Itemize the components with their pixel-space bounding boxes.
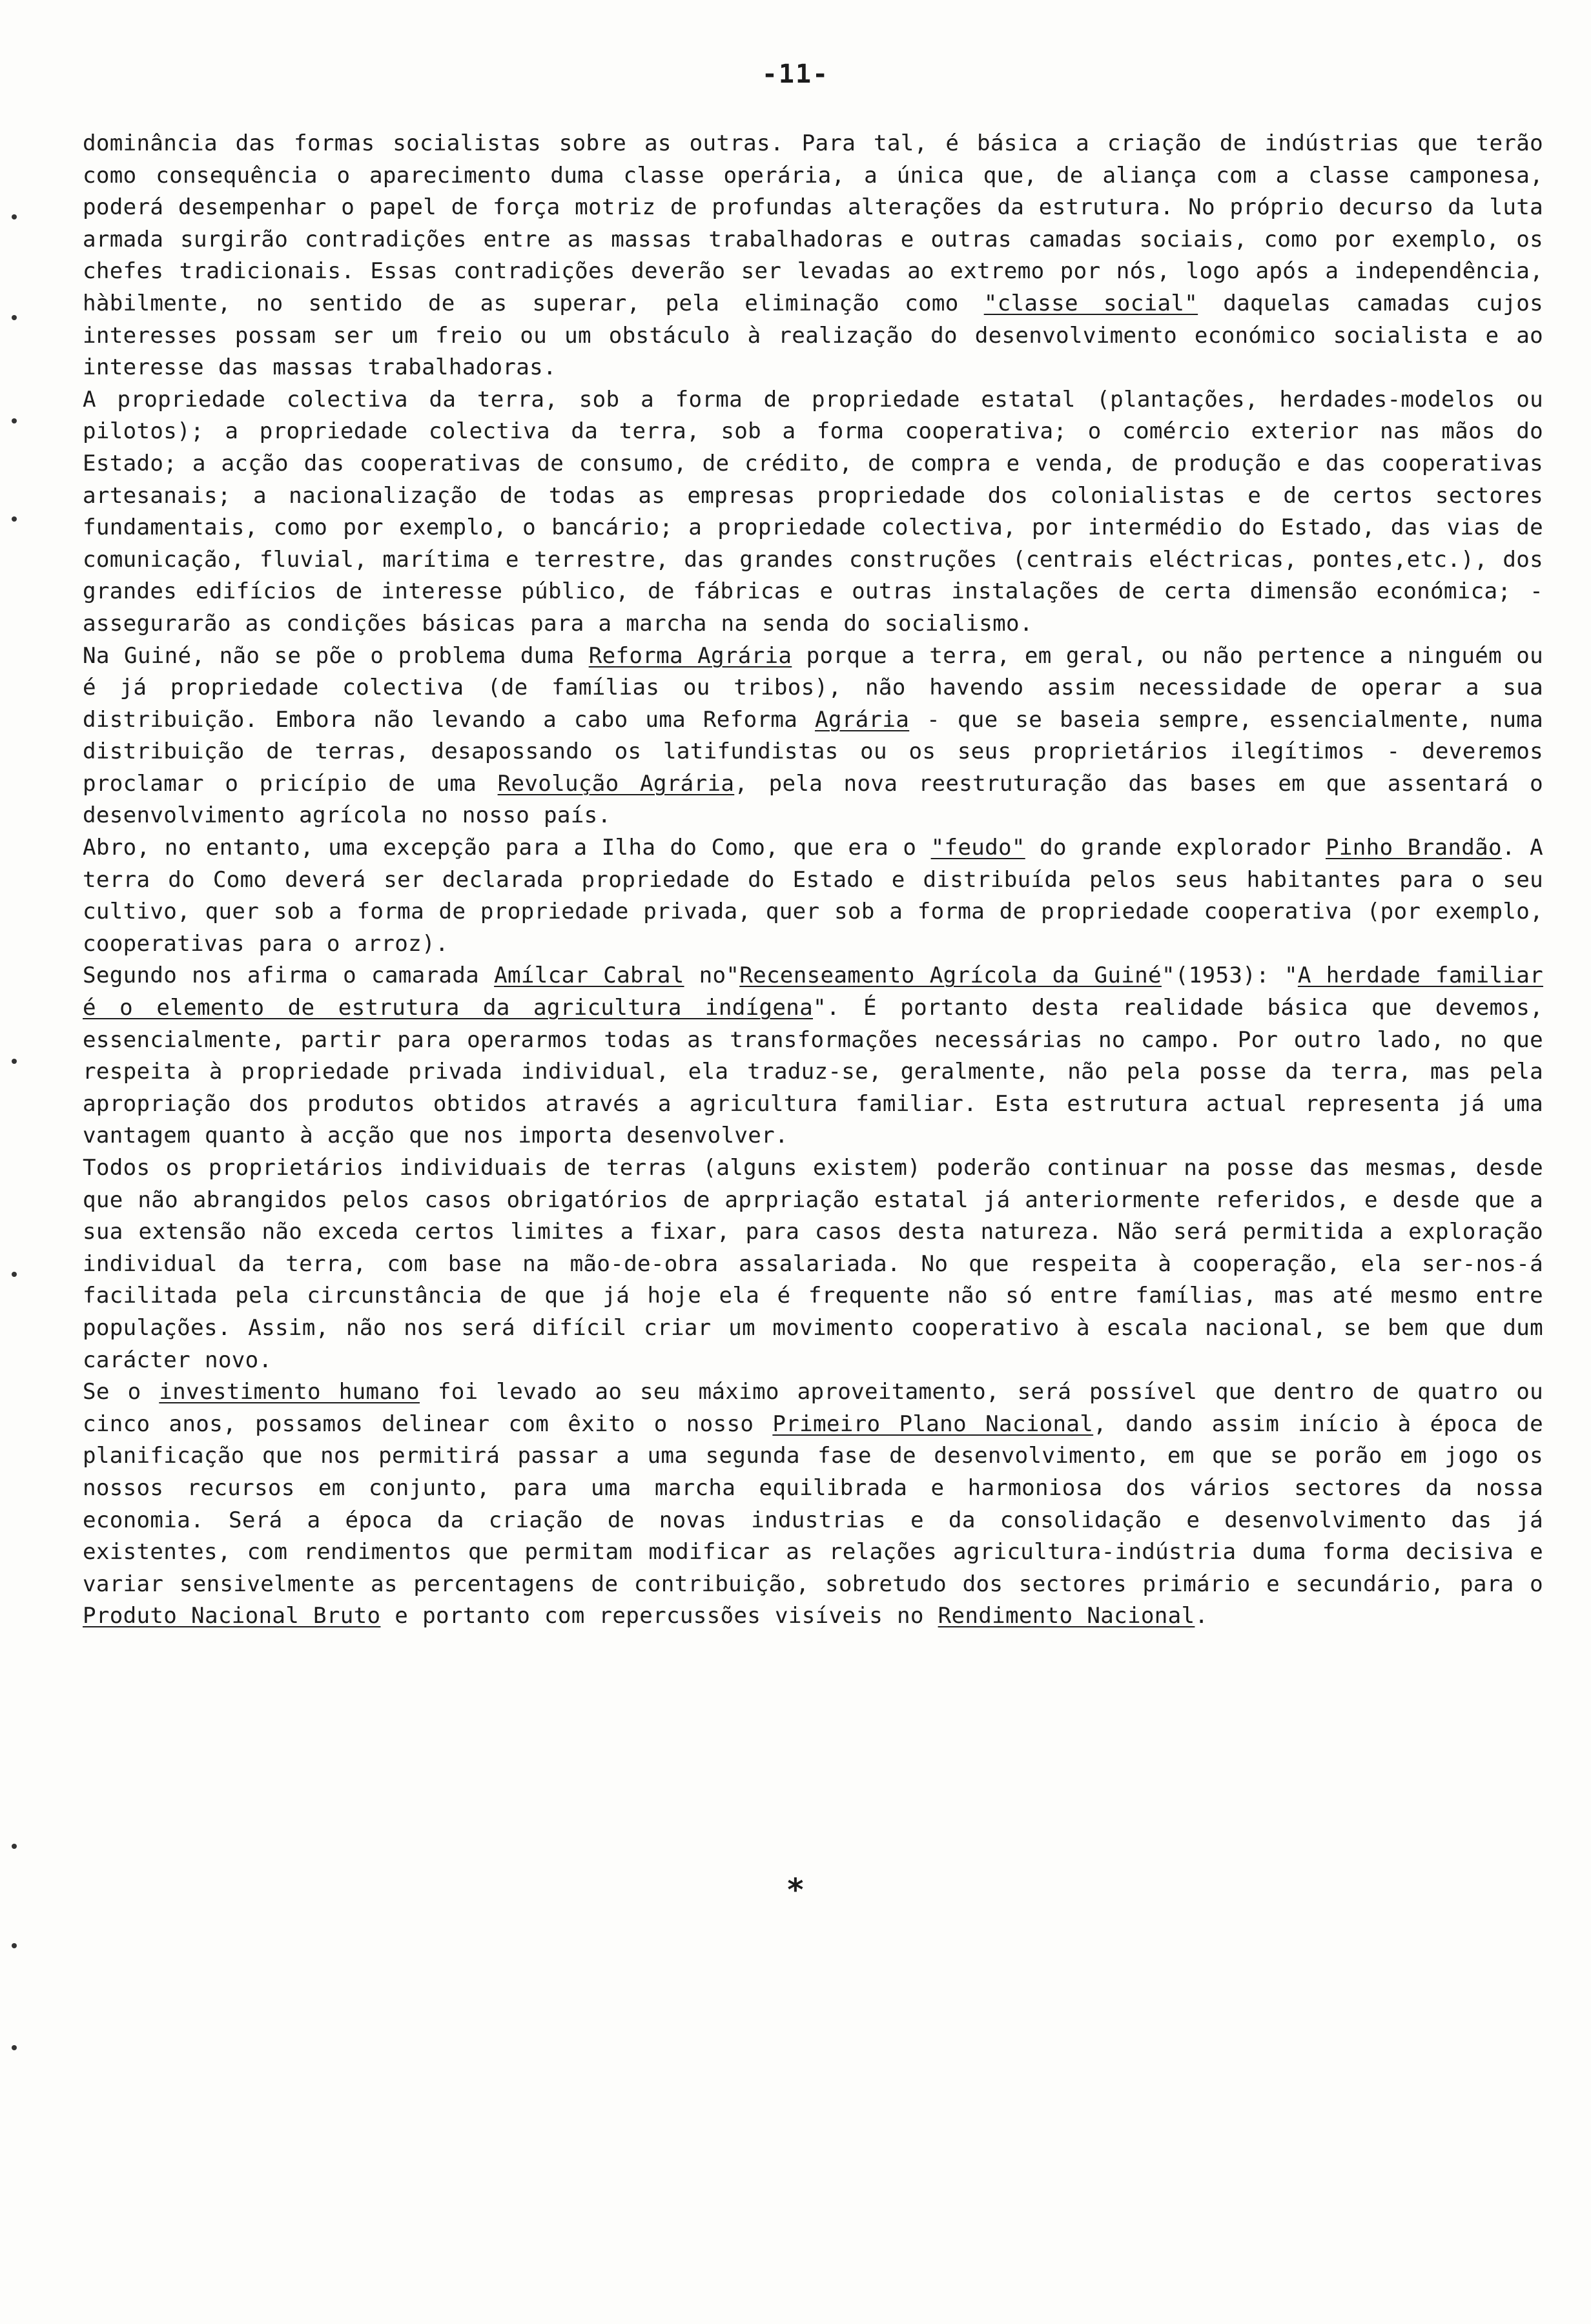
text-run: e portanto com repercussões visíveis no	[380, 1603, 938, 1629]
paragraph	[83, 1376, 1543, 1633]
page-number: -11-	[761, 59, 830, 89]
underlined-term: "feudo"	[930, 835, 1025, 861]
paragraph	[83, 640, 1543, 833]
punch-hole-mark	[12, 315, 17, 320]
punch-hole-mark	[12, 214, 17, 219]
underlined-term: Revolução Agrária	[497, 770, 735, 797]
text-run: , dando assim início à época de planificação que nos permitirá passar a uma segunda fase de desenvolvimento, em que se porão em jogo os nossos recursos em conjunto, para uma marcha equilibrada e harmoniosa dos vários sectores da nossa economia. Será a época da criação de novas industrias e da consolidação e desenvolvimento das já existentes, com rendimentos que permitam modificar as relações agricultura-indústria duma forma decisiva e variar sensivelmente as percentagens de contribuição, sobretudo dos sectores primário e secundário, para o	[83, 1411, 1543, 1597]
body-text	[83, 128, 1543, 1633]
text-run: . A terra do Como deverá ser declarada propriedade do Estado e distribuída pelos seus habitantes para o seu cultivo, quer sob a forma de propriedade privada, quer sob a forma de propriedade cooperativa (por exemplo, cooperativas para o arroz).	[83, 835, 1544, 957]
underlined-term: Reforma Agrária	[588, 642, 792, 669]
text-run: - que se baseia sempre, essencialmente, numa distribuição de terras, desapossando os latifundistas ou os seus proprietários ilegítimos - deveremos proclamar o pricípio de uma	[83, 706, 1543, 797]
text-run: Segundo nos afirma o camarada	[83, 963, 495, 989]
text-run: dominância das formas socialistas sobre as outras. Para tal, é básica a criação de indústrias que terão como consequência o aparecimento duma classe operária, a única que, de aliança com a classe camponesa, poderá desempenhar o papel de força motriz de profundas alterações da estrutura. No próprio decurso da luta armada surgirão contradições entre as massas trabalhadoras e outras camadas sociais, como por exemplo, os chefes tradicionais. Essas contradições deverão ser levadas ao extremo por nós, logo após a independência, hàbilmente, no sentido de as superar, pela eliminação como	[83, 130, 1543, 316]
text-run: Na Guiné, não se põe o problema duma	[83, 642, 589, 669]
text-run: no"	[684, 963, 740, 989]
text-run: .	[1195, 1603, 1209, 1629]
punch-hole-mark	[12, 1059, 17, 1064]
punch-hole-mark	[12, 1943, 17, 1948]
text-run: Se o	[83, 1379, 159, 1405]
paragraph	[83, 1152, 1543, 1376]
text-run: porque a terra, em geral, ou não pertence a ninguém ou é já propriedade colectiva (de famílias ou tribos), não havendo assim necessidade de operar a sua distribuição. Embora não levando a cabo uma Reforma	[83, 642, 1544, 733]
text-run: A propriedade colectiva da terra, sob a forma de propriedade estatal (plantações, herdades-modelos ou pilotos); a propriedade colectiva da terra, sob a forma cooperativa; o comércio exterior nas mãos do Estado; a acção das cooperativas de consumo, de crédito, de compra e venda, de produção e das cooperativas artesanais; a nacionalização de todas as empresas propriedade dos colonialistas e de certos sectores fundamentais, como por exemplo, o bancário; a propriedade colectiva, por intermédio do Estado, das vias de comunicação, fluvial, marítima e terrestre, das grandes construções (centrais eléctricas, pontes,etc.), dos grandes edifícios de interesse público, de fábricas e outras instalações de certa dimensão económica; - assegurarão as condições básicas para a marcha na senda do socialismo.	[83, 386, 1543, 637]
text-run: do grande explorador	[1025, 835, 1326, 861]
punch-hole-mark	[12, 418, 17, 423]
text-run: ". É portanto desta realidade básica que devemos, essencialmente, partir para operarmos todas as transformações necessárias no campo. Por outro lado, no que respeita à propriedade privada individual, ela traduz-se, geralmente, não pela posse da terra, mas pela apropriação dos produtos obtidos através a agricultura familiar. Esta estrutura actual representa já uma vantagem quanto à acção que nos importa desenvolver.	[83, 995, 1543, 1149]
text-run: "(1953): "	[1161, 963, 1298, 989]
underlined-term: Produto Nacional Bruto	[83, 1603, 381, 1629]
text-run: Abro, no entanto, uma excepção para a Ilha do Como, que era o	[83, 835, 931, 861]
underlined-term: "classe social"	[983, 290, 1198, 316]
underlined-term: Agrária	[815, 706, 910, 733]
underlined-term: Amílcar Cabral	[494, 963, 684, 989]
punch-hole-mark	[12, 1272, 17, 1277]
text-run: Todos os proprietários individuais de terras (alguns existem) poderão continuar na posse das mesmas, desde que não abrangidos pelos casos obrigatórios de aprpriação estatal já anteriormente referidos, e desde que a sua extensão não exceda certos limites a fixar, para casos desta natureza. Não será permitida a exploração individual da terra, com base na mão-de-obra assalariada. No que respeita à cooperação, ela ser-nos-á facilitada pela circunstância de que já hoje ela é frequente não só entre famílias, mas até mesmo entre populações. Assim, não nos será difícil criar um movimento cooperativo à escala nacional, se bem que dum carácter novo.	[83, 1155, 1543, 1373]
underlined-term: A herdade familiar é o elemento de estrutura da agricultura indígena	[83, 963, 1544, 1021]
paragraph	[83, 832, 1543, 960]
text-run: foi levado ao seu máximo aproveitamento, será possível que dentro de quatro ou cinco anos, possamos delinear com êxito o nosso	[83, 1379, 1543, 1437]
section-end-mark: *	[786, 1872, 805, 1908]
underlined-term: Recenseamento Agrícola da Guiné	[739, 963, 1162, 989]
underlined-term: Primeiro Plano Nacional	[772, 1411, 1094, 1437]
punch-hole-mark	[12, 2045, 17, 2050]
paragraph	[83, 128, 1543, 384]
text-run: , pela nova reestruturação das bases em que assentará o desenvolvimento agrícola no nosso país.	[83, 770, 1543, 829]
punch-hole-mark	[12, 516, 17, 522]
punch-hole-mark	[12, 1844, 17, 1849]
text-run: daquelas camadas cujos interesses possam ser um freio ou um obstáculo à realização do desenvolvimento económico socialista e ao interesse das massas trabalhadoras.	[83, 290, 1543, 381]
underlined-term: Pinho Brandão	[1325, 835, 1502, 861]
paragraph	[83, 384, 1543, 640]
underlined-term: investimento humano	[159, 1379, 420, 1405]
paragraph	[83, 960, 1543, 1152]
underlined-term: Rendimento Nacional	[938, 1603, 1195, 1629]
